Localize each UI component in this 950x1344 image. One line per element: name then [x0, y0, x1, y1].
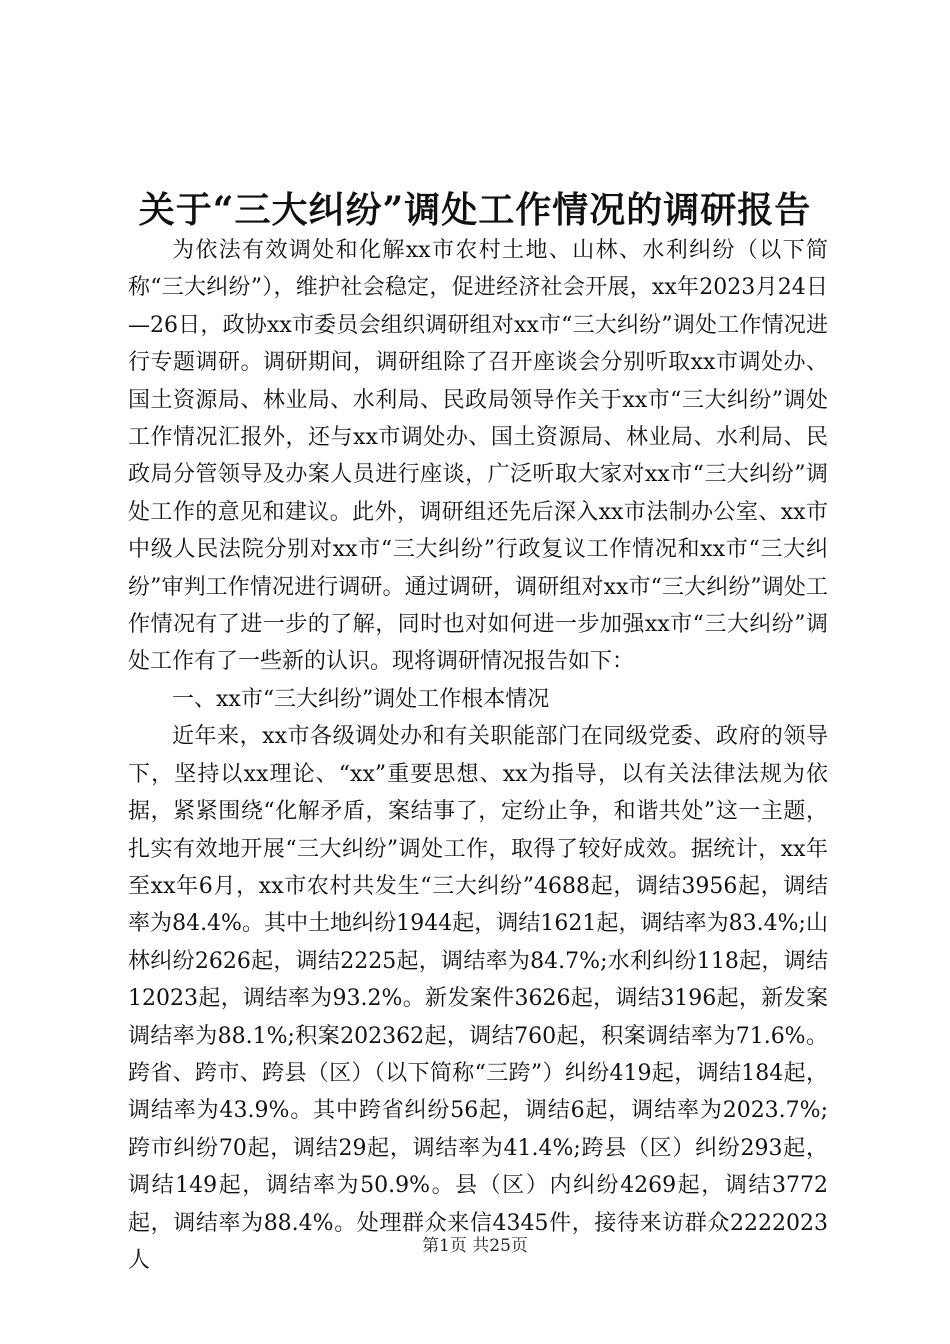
document-title: 关于“三大纠纷”调处工作情况的调研报告 — [138, 189, 812, 231]
document-body — [128, 232, 828, 1279]
intro-paragraph: 为依法有效调处和化解xx市农村土地、山林、水利纠纷（以下简称“三大纠纷”），维护社会稳定，促进经济社会开展，xx年2023月24日—26日，政协xx市委员会组织调研组对xx市“三大纠纷”调处工作情况进行专题调研。调研期间，调研组除了召开座谈会分别听取xx市调处办、国土资源局、林业局、水利局、民政局领导作关于xx市“三大纠纷”调处工作情况汇报外，还与xx市调处办、国土资源局、林业局、水利局、民政局分管领导及办案人员进行座谈，广泛听取大家对xx市“三大纠纷”调处工作的意见和建议。此外，调研组还先后深入xx市法制办公室、xx市中级人民法院分别对xx市“三大纠纷”行政复议工作情况和xx市“三大纠纷”审判工作情况进行调研。通过调研，调研组对xx市“三大纠纷”调处工作情况有了进一步的了解，同时也对如何进一步加强xx市“三大纠纷”调处工作有了一些新的认识。现将调研情况报告如下： — [128, 238, 828, 675]
section-1-paragraph: 近年来，xx市各级调处办和有关职能部门在同级党委、政府的领导下，坚持以xx理论、“xx”重要思想、xx为指导，以有关法律法规为依据，紧紧围绕“化解矛盾，案结事了，定纷止争，和谐共处”这一主题，扎实有效地开展“三大纠纷”调处工作，取得了较好成效。据统计，xx年至xx年6月，xx市农村共发生“三大纠纷”4688起，调结3956起，调结率为84.4%。其中土地纠纷1944起，调结1621起，调结率为83.4%;山林纠纷2626起，调结2225起，调结率为84.7%;水利纠纷118起，调结12023起，调结率为93.2%。新发案件3626起，调结3196起，新发案调结率为88.1%;积案202362起，调结760起，积案调结率为71.6%。跨省、跨市、跨县（区）（以下简称“三跨”）纠纷419起，调结184起，调结率为43.9%。其中跨省纠纷56起，调结6起，调结率为2023.7%;跨市纠纷70起，调结29起，调结率为41.4%;跨县（区）纠纷293起，调结149起，调结率为50.9%。县（区）内纠纷4269起，调结3772起，调结率为88.4%。处理群众来信4345件，接待来访群众2222023人 — [128, 724, 828, 1273]
page-footer: 第1页 共25页 — [422, 1236, 528, 1256]
section-heading-1: 一、xx市“三大纠纷”调处工作根本情况 — [172, 686, 550, 712]
